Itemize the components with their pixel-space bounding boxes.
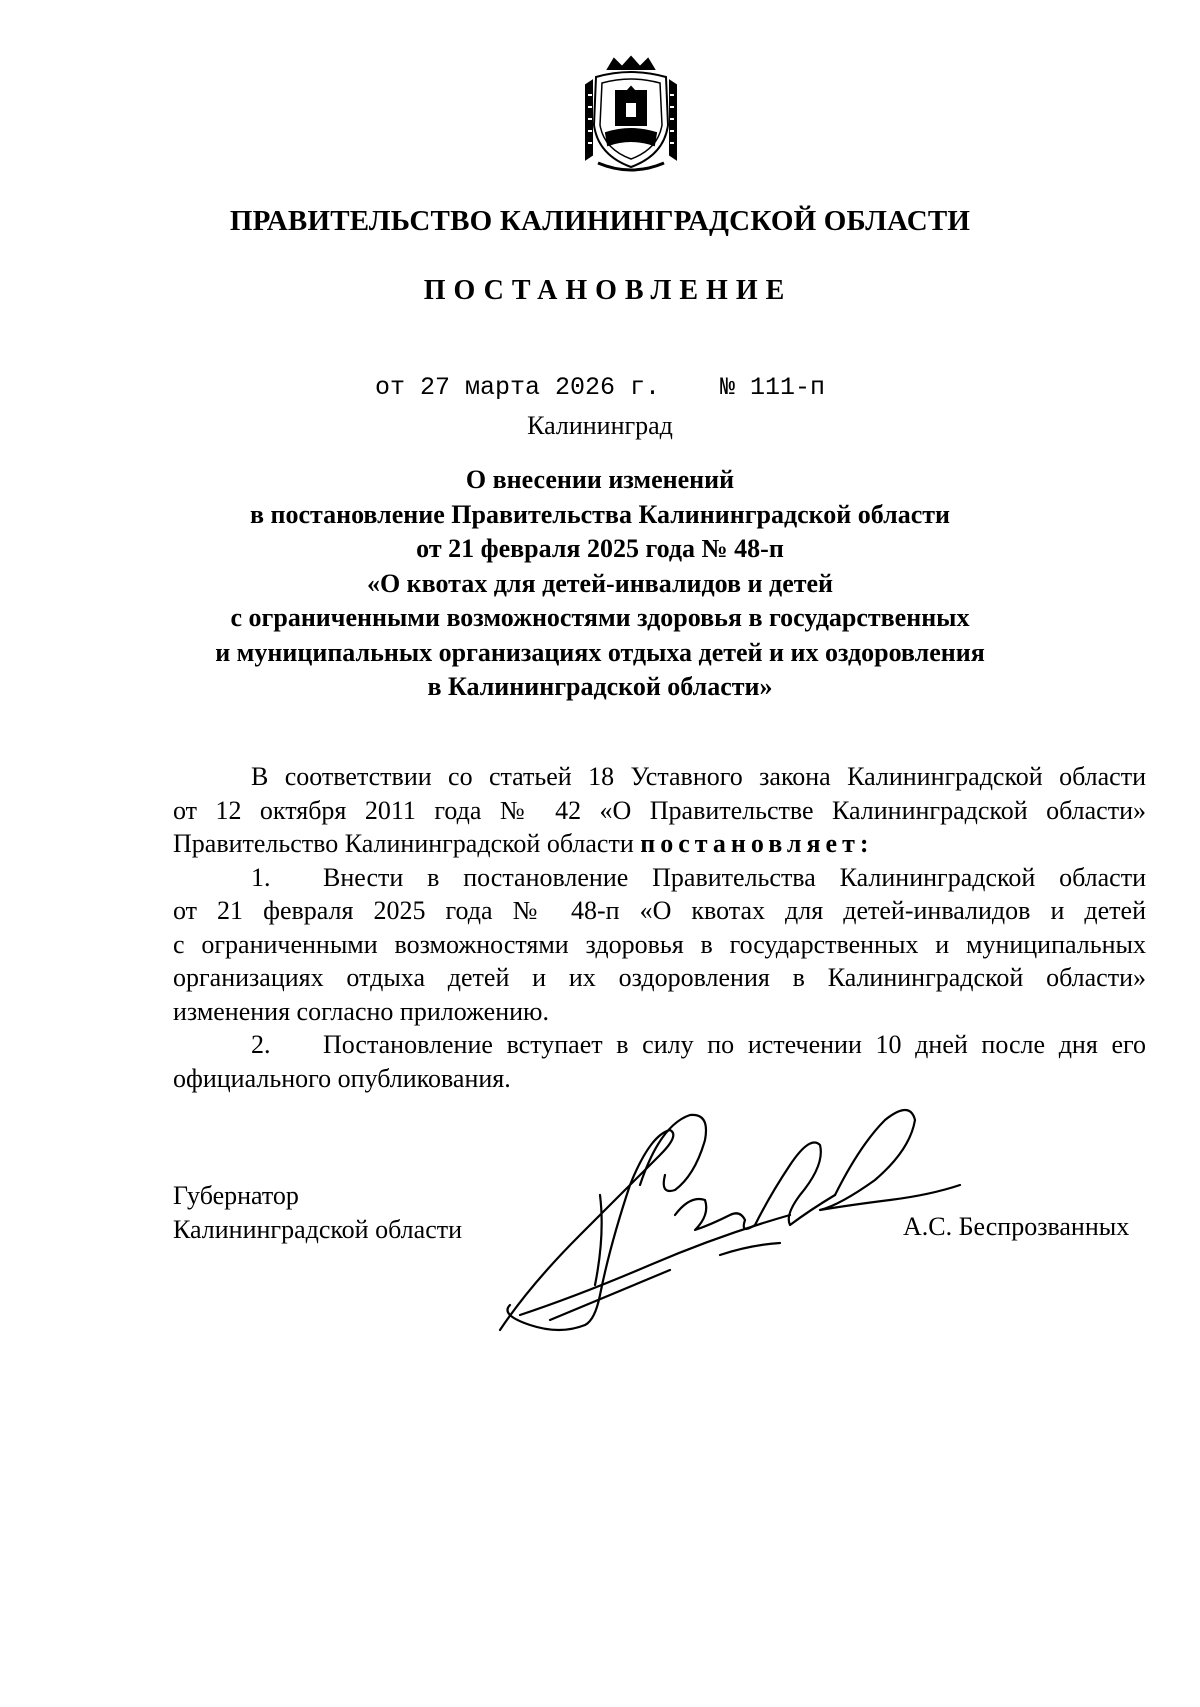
document-city: Калининград [527, 411, 673, 440]
preamble-text: Правительство Калининградской области [173, 829, 634, 858]
document-title [120, 463, 1080, 705]
item-1-line: организациях отдыха детей и их оздоровления в Калининградской области» [173, 963, 1146, 992]
title-line: в Калининградской области» [427, 672, 773, 701]
signatory-name: А.С. Беспрозванных [903, 1212, 1130, 1241]
item-1-line: изменения согласно приложению. [173, 996, 549, 1026]
document-date: от 27 марта 2026 г. [374, 373, 660, 402]
position-line: Губернатор [173, 1181, 299, 1210]
preamble-line: от 12 октября 2011 года № 42 «О Правительстве Калининградской области» [173, 795, 1146, 825]
signatory-position [173, 1179, 462, 1246]
title-line: О внесении изменений [465, 465, 735, 494]
position-line: Калининградской области [173, 1214, 463, 1244]
title-line: и муниципальных организациях отдыха детей и их оздоровления [215, 637, 985, 667]
item-1-text: Внести в постановление Правительства Калининградской области [323, 862, 1146, 892]
date-number-line [0, 373, 1200, 402]
signature-icon [490, 1095, 970, 1345]
preamble-line [173, 827, 1146, 861]
item-2-number: 2. [251, 1030, 271, 1059]
document-number: № 111-п [720, 373, 826, 402]
decree-word: постановляет: [640, 829, 874, 858]
item-1-line: от 21 февраля 2025 года № 48-п «О квотах для детей-инвалидов и детей [173, 896, 1146, 925]
organization-name: ПРАВИТЕЛЬСТВО КАЛИНИНГРАДСКОЙ ОБЛАСТИ [229, 205, 971, 237]
title-line: от 21 февраля 2025 года № 48-п [416, 534, 784, 563]
coat-of-arms-icon [578, 55, 684, 173]
title-line: с ограниченными возможностями здоровья в государственных [230, 603, 970, 632]
item-1-line [173, 861, 1146, 895]
item-2-line [173, 1028, 1146, 1062]
item-2-text: Постановление вступает в силу по истечении 10 дней после дня его [323, 1030, 1146, 1059]
title-line: «О квотах для детей-инвалидов и детей [366, 568, 834, 598]
title-line: в постановление Правительства Калининградской области [249, 499, 951, 529]
document-type: ПОСТАНОВЛЕНИЕ [423, 275, 793, 306]
preamble-line: В соответствии со статьей 18 Уставного закона Калининградской области [251, 762, 1146, 791]
item-1-line: с ограниченными возможностями здоровья в государственных и муниципальных [173, 929, 1146, 959]
document-body [173, 760, 1146, 1095]
item-2-line: официального опубликования. [173, 1063, 511, 1093]
item-1-number: 1. [251, 862, 271, 892]
